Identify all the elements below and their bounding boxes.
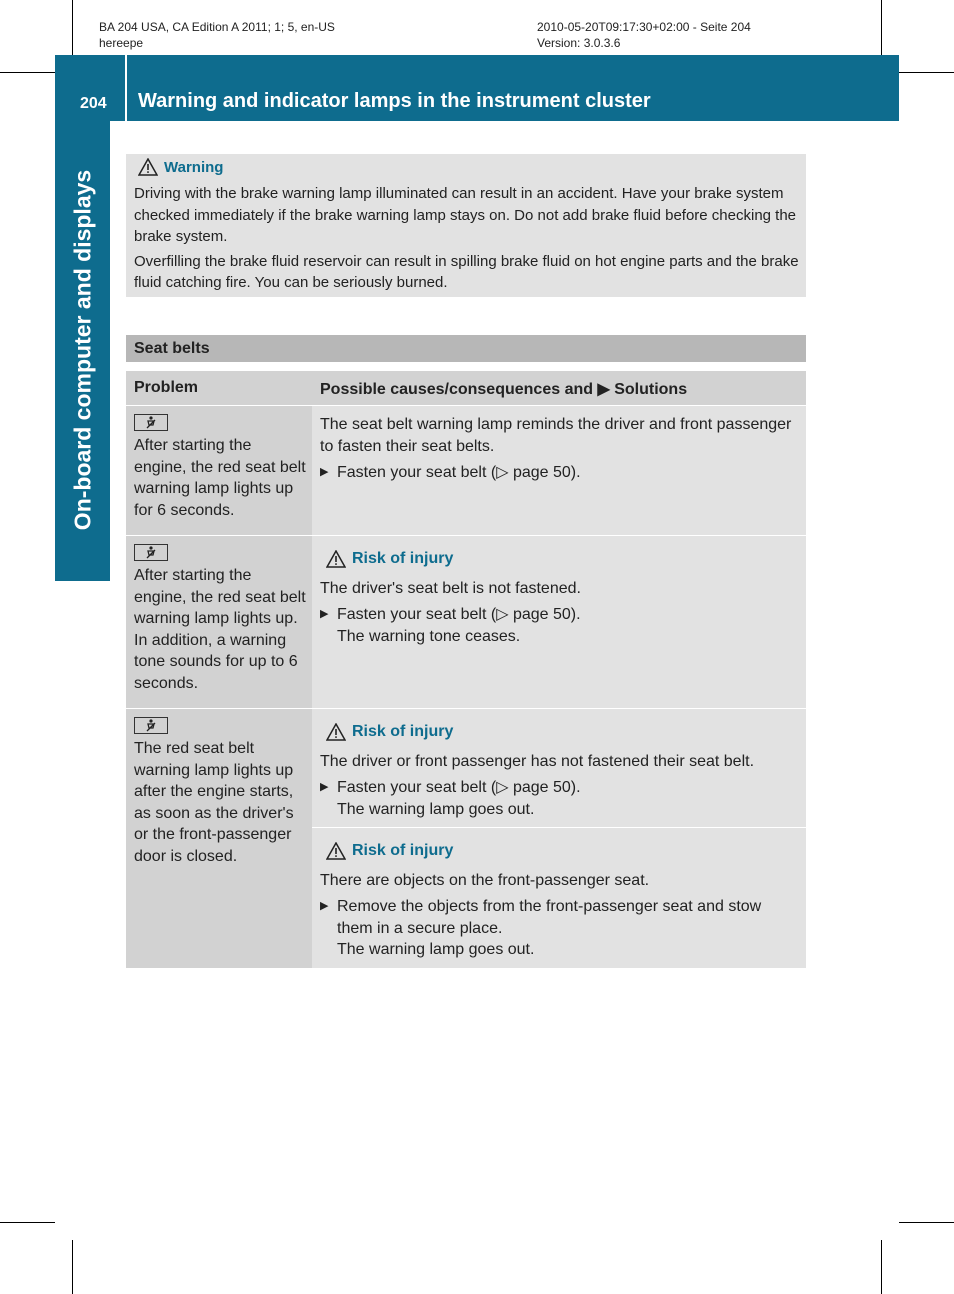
meta-right-line2: Version: 3.0.3.6	[537, 36, 621, 50]
crop-mark	[899, 72, 954, 73]
action-text: Fasten your seat belt (▷ page 50).	[337, 464, 581, 481]
section-heading	[126, 335, 806, 362]
warning-triangle-icon	[326, 842, 346, 860]
header-divider	[125, 55, 127, 121]
chapter-title: Warning and indicator lamps in the instrument cluster	[138, 90, 651, 112]
action-item	[320, 462, 800, 484]
crop-mark	[881, 0, 882, 55]
risk-title: Risk of injury	[352, 550, 454, 567]
column-header-text: Solutions	[609, 381, 688, 398]
table-row-solution	[312, 406, 806, 535]
meta-right-line1: 2010-05-20T09:17:30+02:00 - Seite 204	[537, 20, 751, 34]
solution-arrow-icon: ▶	[597, 381, 610, 398]
risk-heading	[326, 548, 800, 570]
crop-mark	[899, 1222, 954, 1223]
table-row-solution	[312, 709, 806, 827]
warning-title: Warning	[164, 158, 224, 176]
print-meta-left	[99, 19, 335, 51]
warning-box	[126, 154, 806, 297]
cause-text: There are objects on the front-passenger seat.	[320, 871, 650, 889]
crop-mark	[0, 1222, 55, 1223]
risk-title: Risk of injury	[352, 723, 454, 740]
meta-left-line2: hereepe	[99, 36, 144, 50]
cause-text: The driver or front passenger has not fastened their seat belt.	[320, 752, 755, 770]
action-text: Fasten your seat belt (▷ page 50).	[337, 606, 581, 623]
action-arrow-icon: ▶	[320, 466, 329, 478]
crop-mark	[881, 1240, 882, 1294]
action-text: Remove the objects from the front-passenger seat and stow them in a secure place.	[337, 898, 762, 937]
problem-text: After starting the engine, the red seat belt warning lamp lights up for 6 seconds.	[134, 437, 306, 519]
cause-text: The driver's seat belt is not fastened.	[320, 579, 581, 597]
column-header: Problem	[134, 379, 199, 396]
risk-title: Risk of injury	[352, 842, 454, 859]
table-row-solution	[312, 536, 806, 708]
crop-mark	[72, 1240, 73, 1294]
seat-belt-lamp-icon	[134, 414, 168, 431]
action-item	[320, 604, 800, 647]
crop-mark	[72, 0, 73, 55]
warning-heading	[138, 158, 223, 176]
table-row-problem	[126, 406, 312, 535]
problem-text: After starting the engine, the red seat belt warning lamp lights up. In addition, a warning tone sounds for up to 6 seconds.	[134, 567, 306, 692]
meta-left-line1: BA 204 USA, CA Edition A 2011; 1; 5, en-US	[99, 20, 335, 34]
result-text: The warning lamp goes out.	[337, 800, 535, 818]
table-row-problem	[126, 709, 312, 968]
warning-triangle-icon	[326, 723, 346, 741]
page-number: 204	[80, 95, 107, 112]
table-row-problem	[126, 536, 312, 708]
action-text: Fasten your seat belt (▷ page 50).	[337, 779, 581, 796]
print-meta-right	[537, 19, 751, 51]
column-header-text: Possible causes/consequences and	[320, 381, 598, 398]
section-title: Seat belts	[134, 340, 210, 357]
seat-belt-lamp-icon	[134, 544, 168, 561]
problem-text: The red seat belt warning lamp lights up after the engine starts, as soon as the driver's or the front-passenger door is closed.	[134, 740, 294, 865]
action-arrow-icon: ▶	[320, 608, 329, 620]
warning-paragraph: Overfilling the brake fluid reservoir can result in spilling brake fluid on hot engine parts and the brake fluid catching fire. You can be seriously burned.	[134, 252, 799, 291]
table-row-solution	[312, 828, 806, 968]
risk-heading	[326, 840, 800, 862]
seat-belt-lamp-icon	[134, 717, 168, 734]
action-item	[320, 777, 800, 820]
risk-heading	[326, 721, 800, 743]
result-text: The warning tone ceases.	[337, 627, 521, 645]
result-text: The warning lamp goes out.	[337, 941, 535, 958]
table-header-solutions	[312, 371, 806, 405]
column-header	[320, 379, 687, 399]
warning-paragraph: Driving with the brake warning lamp illuminated can result in an accident. Have your brake system checked immediately if the brake warning lamp stays on. Do not add brake fluid before checking the brake system.	[134, 185, 797, 245]
action-arrow-icon: ▶	[320, 900, 329, 912]
side-tab-label: On-board computer and displays	[69, 169, 96, 531]
cause-text: The seat belt warning lamp reminds the driver and front passenger to fasten their seat belts.	[320, 416, 792, 455]
warning-triangle-icon	[138, 158, 158, 176]
warning-triangle-icon	[326, 550, 346, 568]
action-arrow-icon: ▶	[320, 781, 329, 793]
table-header-problem	[126, 371, 312, 405]
action-item	[320, 896, 800, 961]
crop-mark	[0, 72, 55, 73]
